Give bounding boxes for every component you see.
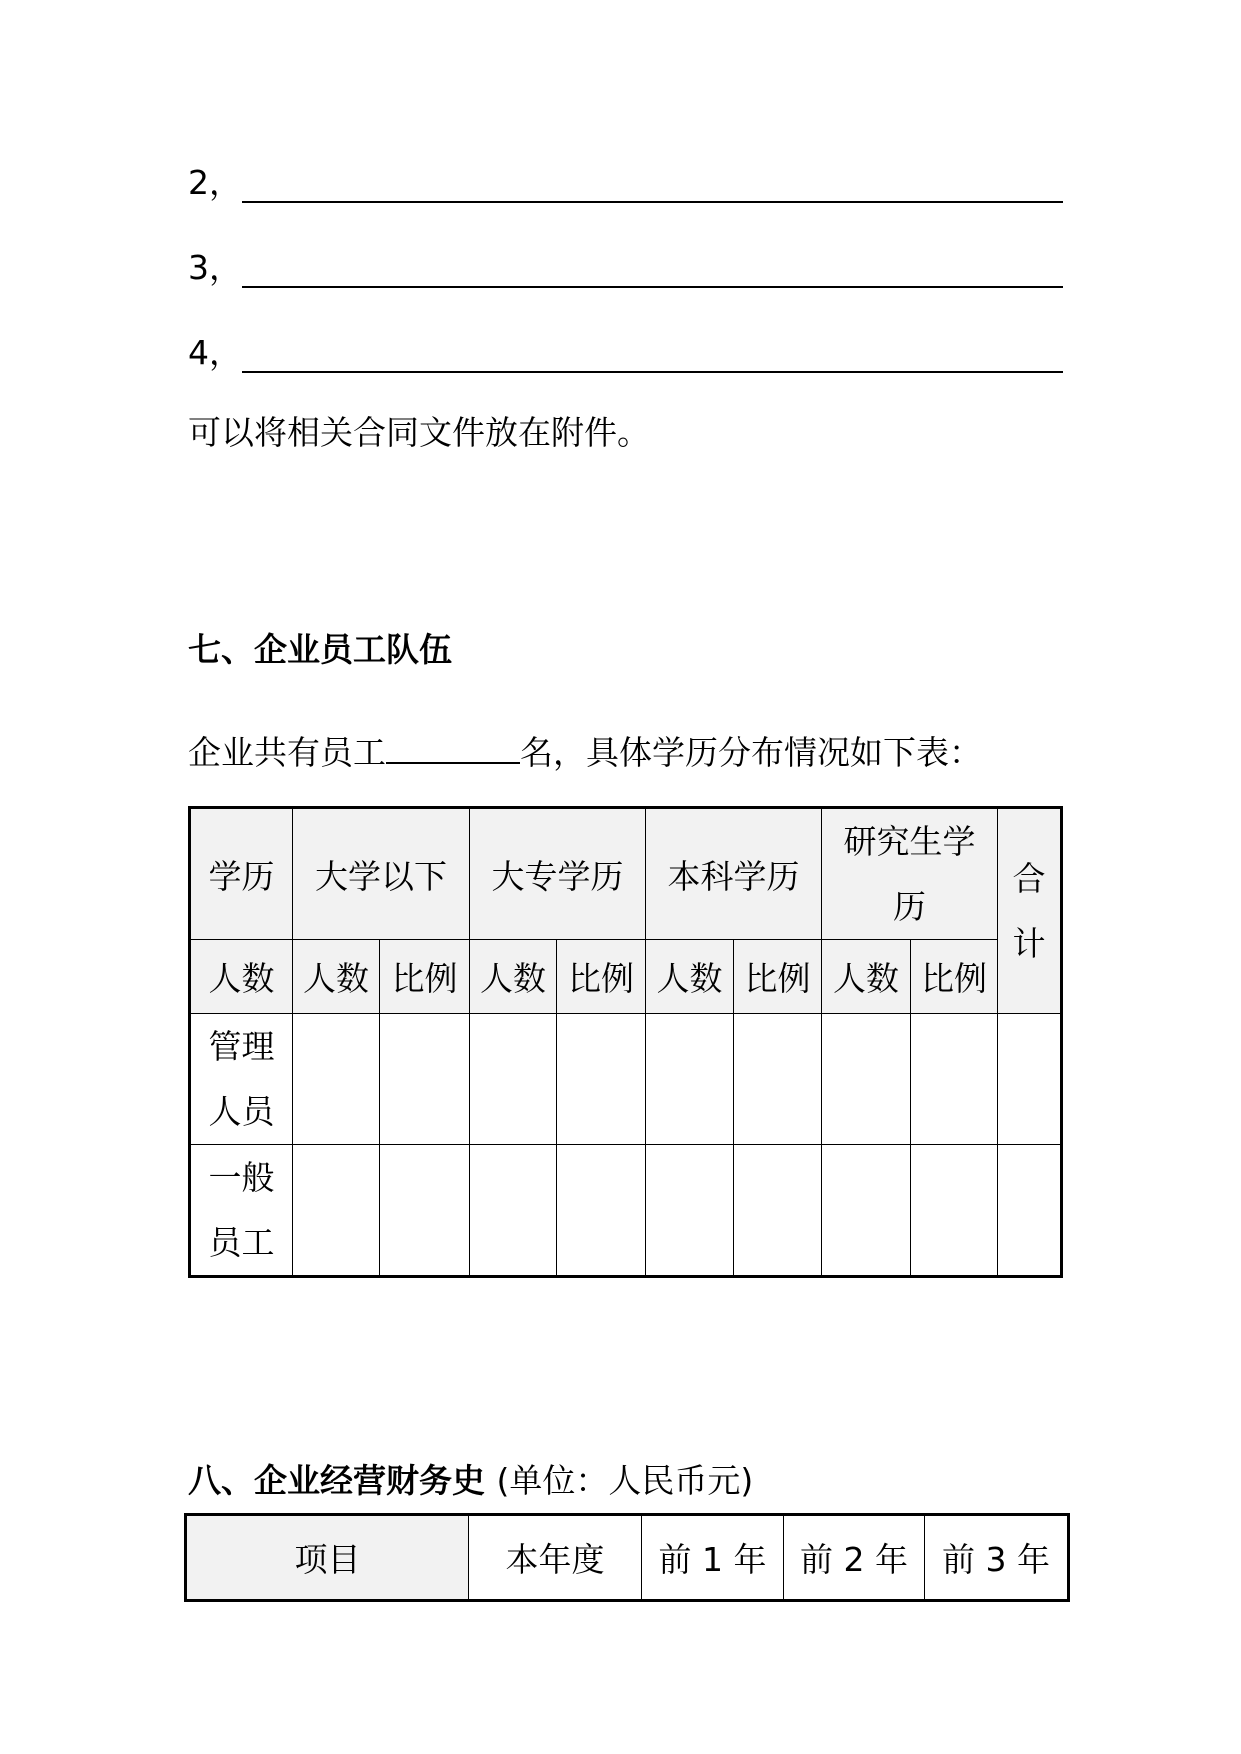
row-label-general-staff: 一般员工 [190, 1145, 293, 1277]
fill-in-line[interactable] [242, 201, 1063, 203]
line-number: 4， [188, 333, 242, 372]
ratio-header: 比例 [911, 940, 998, 1014]
ratio-header: 比例 [380, 940, 470, 1014]
table-row [190, 1145, 1062, 1277]
graduate-header: 研究生学历 [822, 808, 998, 940]
line-number: 2， [188, 163, 242, 202]
table-cell[interactable] [557, 1014, 646, 1145]
table-cell[interactable] [380, 1014, 470, 1145]
current-year-header: 本年度 [469, 1515, 642, 1601]
intro-after: 名，具体学历分布情况如下表： [520, 733, 982, 772]
line-number: 3， [188, 248, 242, 287]
item-header: 项目 [186, 1515, 469, 1601]
table-cell[interactable] [470, 1014, 557, 1145]
junior-college-header: 大专学历 [470, 808, 646, 940]
education-table [188, 806, 1063, 1278]
fill-in-line[interactable] [242, 286, 1063, 288]
table-cell[interactable] [734, 1014, 822, 1145]
count-header: 人数 [646, 940, 734, 1014]
table-cell[interactable] [911, 1145, 998, 1277]
section-8-title [188, 1459, 753, 1503]
blank-line-3 [188, 248, 1063, 288]
count-header: 人数 [190, 940, 293, 1014]
section-7-title: 七、企业员工队伍 [188, 630, 452, 669]
attachment-note: 可以将相关合同文件放在附件。 [188, 413, 650, 452]
table-cell[interactable] [734, 1145, 822, 1277]
staff-count-sentence [188, 731, 982, 775]
count-header: 人数 [293, 940, 380, 1014]
prev-3-year-header: 前 3 年 [925, 1515, 1069, 1601]
table-cell[interactable] [293, 1014, 380, 1145]
table-cell[interactable] [557, 1145, 646, 1277]
table-cell[interactable] [380, 1145, 470, 1277]
bachelor-header: 本科学历 [646, 808, 822, 940]
count-header: 人数 [822, 940, 911, 1014]
count-header: 人数 [470, 940, 557, 1014]
total-header: 合计 [998, 808, 1062, 1014]
ratio-header: 比例 [734, 940, 822, 1014]
section-8-title-text: 八、企业经营财务史 [188, 1461, 485, 1500]
table-cell[interactable] [822, 1014, 911, 1145]
table-cell[interactable] [470, 1145, 557, 1277]
blank-line-2 [188, 163, 1063, 203]
table-cell[interactable] [293, 1145, 380, 1277]
table-cell[interactable] [998, 1014, 1062, 1145]
prev-1-year-header: 前 1 年 [642, 1515, 784, 1601]
table-cell[interactable] [646, 1014, 734, 1145]
table-cell[interactable] [911, 1014, 998, 1145]
row-label-management: 管理人员 [190, 1014, 293, 1145]
table-cell[interactable] [822, 1145, 911, 1277]
table-row [190, 1014, 1062, 1145]
edu-header: 学历 [190, 808, 293, 940]
staff-count-blank[interactable] [386, 732, 520, 764]
intro-before: 企业共有员工 [188, 733, 386, 772]
table-cell[interactable] [998, 1145, 1062, 1277]
prev-2-year-header: 前 2 年 [784, 1515, 925, 1601]
table-cell[interactable] [646, 1145, 734, 1277]
fill-in-line[interactable] [242, 371, 1063, 373]
currency-unit: (单位：人民币元) [496, 1461, 754, 1500]
finance-table [184, 1513, 1070, 1602]
blank-line-4 [188, 333, 1063, 373]
ratio-header: 比例 [557, 940, 646, 1014]
below-college-header: 大学以下 [293, 808, 470, 940]
